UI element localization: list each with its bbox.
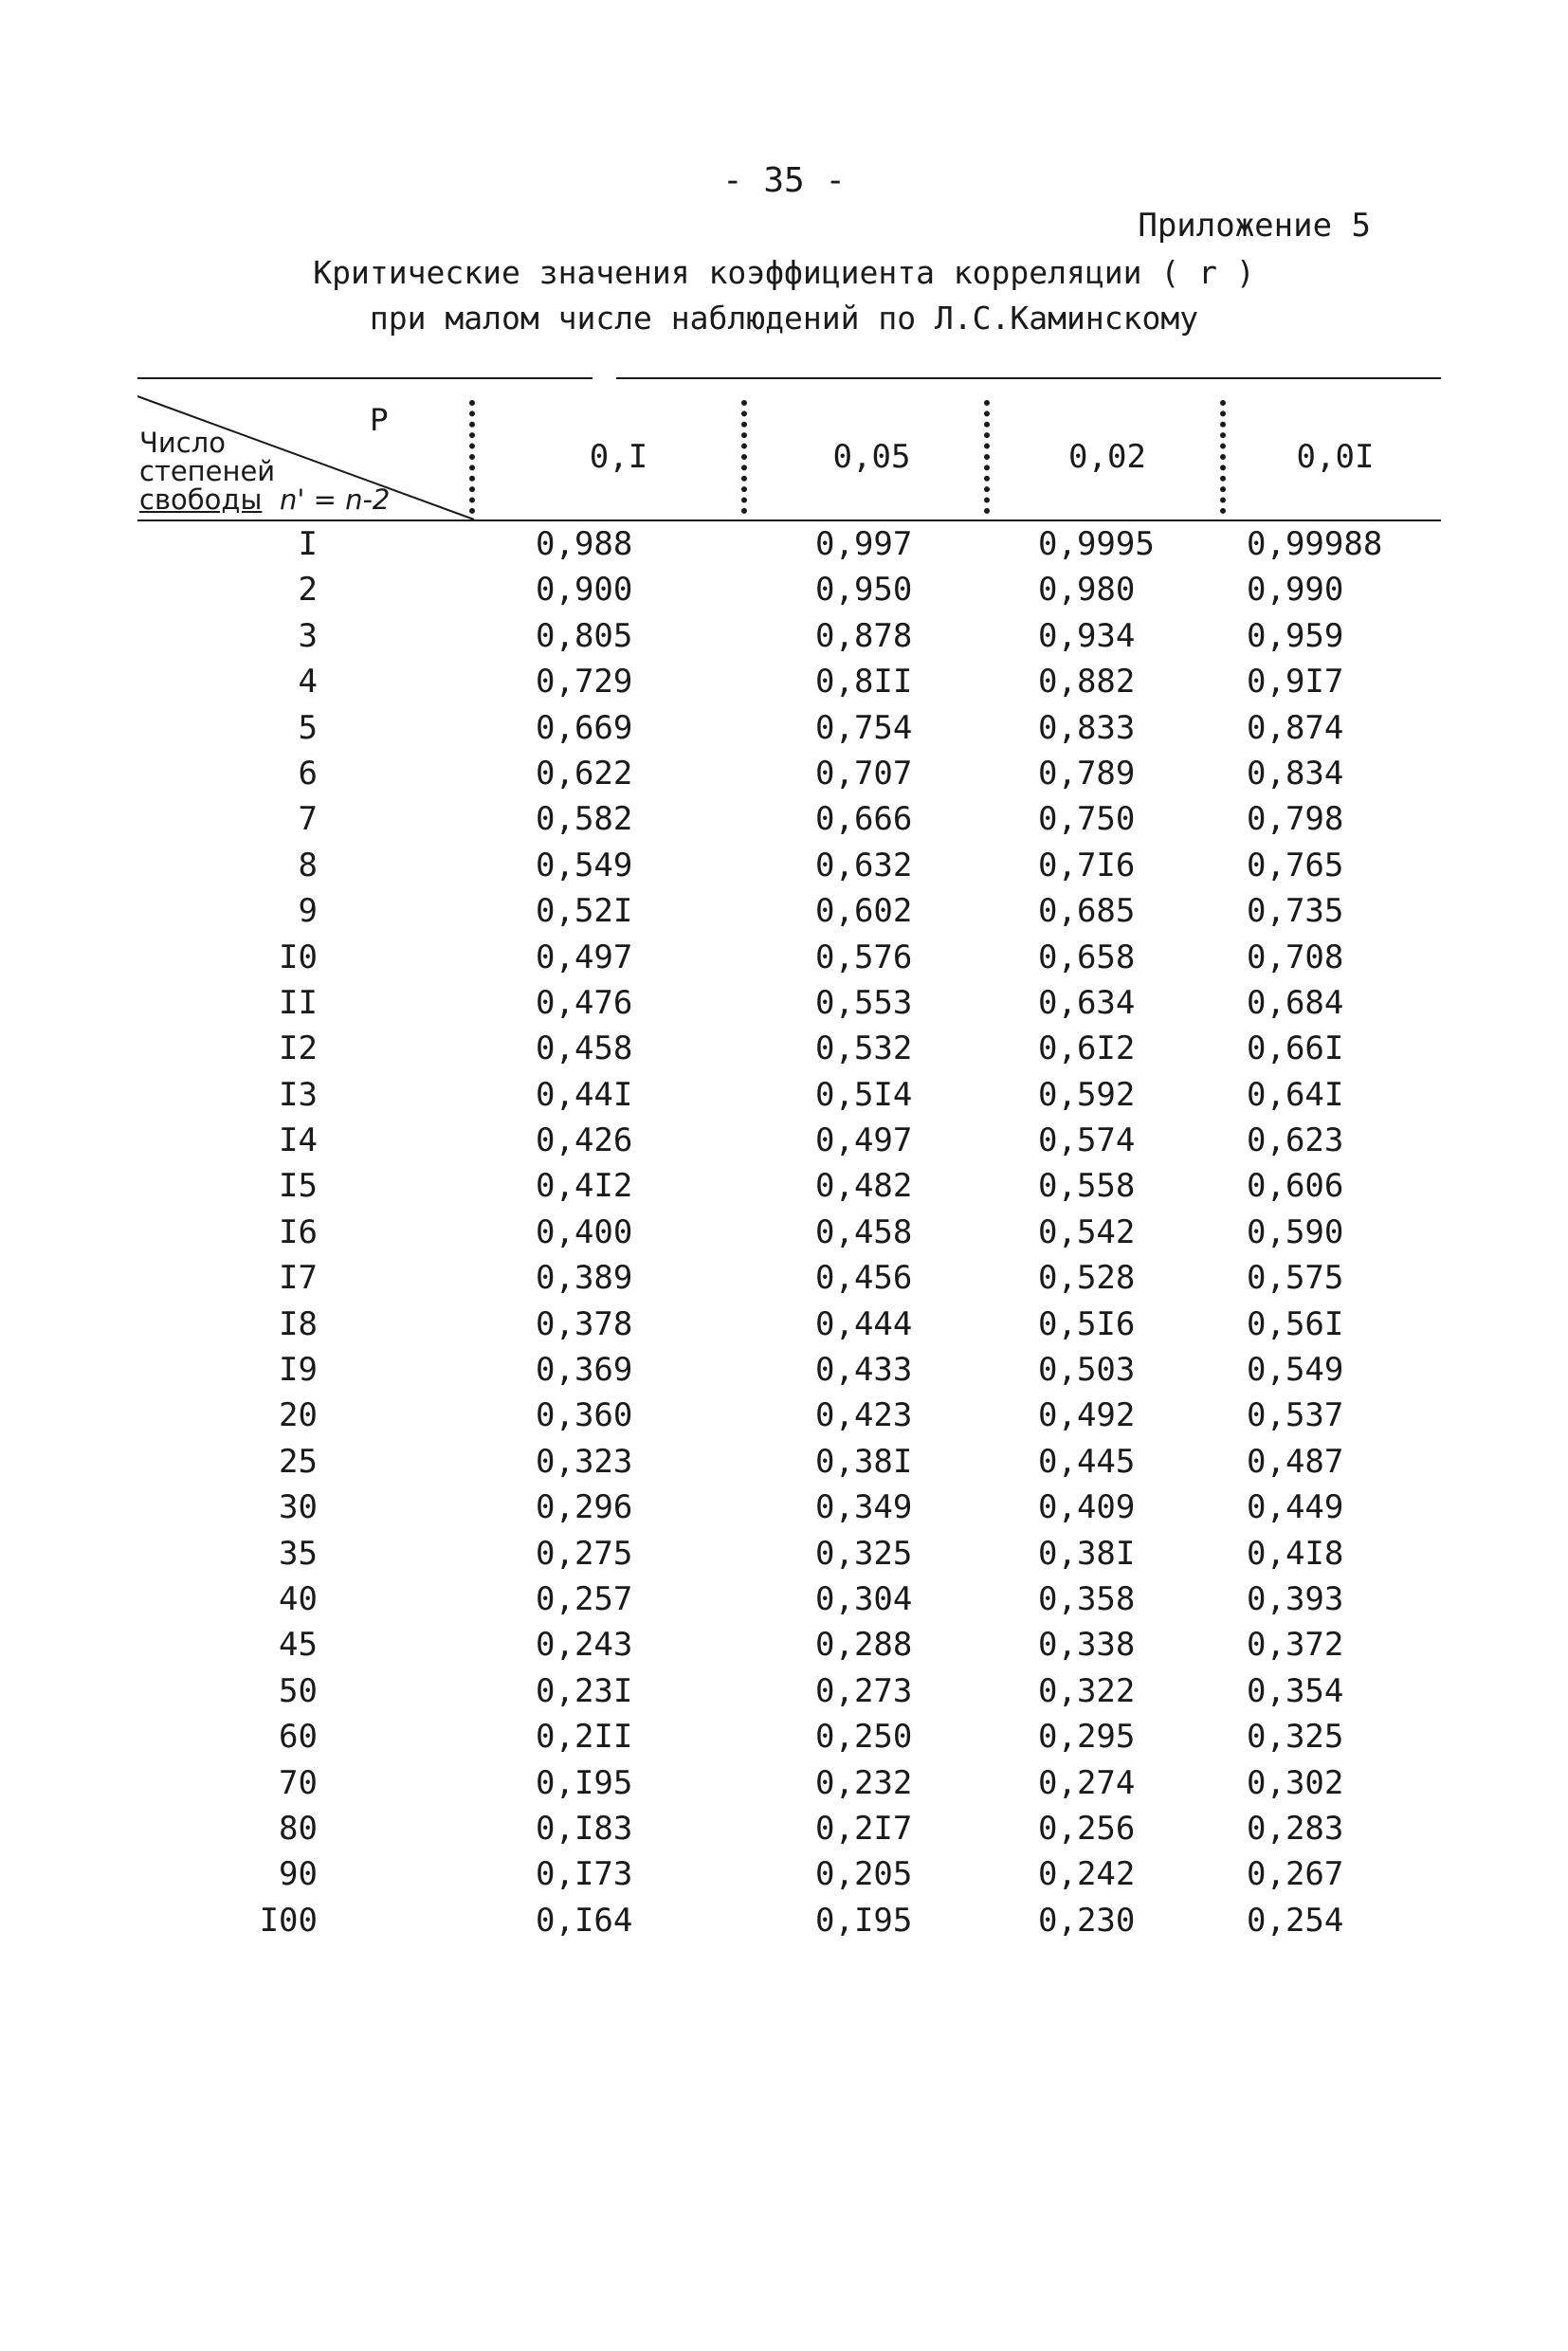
table-row <box>137 1760 1441 1806</box>
row-label-1: Число <box>139 427 226 459</box>
table-row <box>137 1393 1441 1438</box>
p-label: P <box>370 402 389 438</box>
degrees-cell: 80 <box>279 1809 318 1848</box>
value-cell: 0,64I <box>1247 1075 1344 1114</box>
table-row <box>137 1302 1441 1347</box>
value-cell: 0,295 <box>1038 1718 1136 1757</box>
value-cell: 0,66I <box>1247 1030 1344 1068</box>
value-cell: 0,503 <box>1038 1351 1136 1390</box>
value-cell: 0,449 <box>1247 1488 1344 1527</box>
value-cell: 0,444 <box>815 1304 913 1343</box>
value-cell: 0,358 <box>1038 1579 1136 1618</box>
value-cell: 0,445 <box>1038 1442 1136 1481</box>
value-cell: 0,322 <box>1038 1671 1136 1710</box>
degrees-cell: 25 <box>279 1442 318 1481</box>
value-cell: 0,528 <box>1038 1259 1136 1298</box>
value-cell: 0,I83 <box>536 1809 633 1848</box>
degrees-cell: 3 <box>298 616 318 655</box>
degrees-cell: 60 <box>279 1718 318 1757</box>
value-cell: 0,349 <box>815 1488 913 1527</box>
value-cell: 0,684 <box>1247 983 1344 1022</box>
value-cell: 0,549 <box>1247 1351 1344 1390</box>
degrees-cell: 4 <box>298 663 318 702</box>
value-cell: 0,389 <box>536 1259 633 1298</box>
degrees-cell: 70 <box>279 1763 318 1802</box>
degrees-cell: II <box>279 983 318 1022</box>
value-cell: 0,575 <box>1247 1259 1344 1298</box>
value-cell: 0,360 <box>536 1396 633 1435</box>
value-cell: 0,997 <box>815 525 913 563</box>
value-cell: 0,296 <box>536 1488 633 1527</box>
formula-label: n' = n-2 <box>280 483 391 516</box>
value-cell: 0,658 <box>1038 938 1136 976</box>
value-cell: 0,423 <box>815 1396 913 1435</box>
table-row <box>137 1347 1441 1393</box>
degrees-cell: 7 <box>298 800 318 839</box>
value-cell: 0,254 <box>1247 1901 1344 1940</box>
value-cell: 0,232 <box>815 1763 913 1802</box>
degrees-cell: 8 <box>298 846 318 884</box>
table-row <box>137 843 1441 888</box>
value-cell: 0,729 <box>536 663 633 702</box>
value-cell: 0,632 <box>815 846 913 884</box>
value-cell: 0,4I8 <box>1247 1534 1344 1573</box>
table-row <box>137 521 1441 567</box>
row-label-3: свободы <box>139 483 263 516</box>
degrees-cell: I4 <box>279 1121 318 1160</box>
value-cell: 0,542 <box>1038 1212 1136 1251</box>
column-header: 0,02 <box>1068 438 1146 476</box>
degrees-cell: 35 <box>279 1534 318 1573</box>
degrees-cell: 6 <box>298 754 318 793</box>
value-cell: 0,537 <box>1247 1396 1344 1435</box>
degrees-cell: I00 <box>259 1901 318 1940</box>
top-rule <box>137 377 593 379</box>
table-header <box>137 394 1441 519</box>
value-cell: 0,707 <box>815 754 913 793</box>
table-row <box>137 1210 1441 1255</box>
degrees-cell: I0 <box>279 938 318 976</box>
value-cell: 0,754 <box>815 708 913 747</box>
value-cell: 0,9I7 <box>1247 663 1344 702</box>
value-cell: 0,5I6 <box>1038 1304 1136 1343</box>
value-cell: 0,274 <box>1038 1763 1136 1802</box>
table-row <box>137 888 1441 934</box>
value-cell: 0,302 <box>1247 1763 1344 1802</box>
value-cell: 0,354 <box>1247 1671 1344 1710</box>
value-cell: 0,338 <box>1038 1626 1136 1665</box>
value-cell: 0,52I <box>536 892 633 931</box>
value-cell: 0,959 <box>1247 616 1344 655</box>
appendix-label: Приложение 5 <box>1138 207 1371 245</box>
value-cell: 0,409 <box>1038 1488 1136 1527</box>
value-cell: 0,I95 <box>815 1901 913 1940</box>
value-cell: 0,622 <box>536 754 633 793</box>
column-header: 0,0I <box>1296 438 1375 476</box>
value-cell: 0,273 <box>815 1671 913 1710</box>
value-cell: 0,243 <box>536 1626 633 1665</box>
table-row <box>137 1072 1441 1118</box>
degrees-cell: I <box>298 525 318 563</box>
value-cell: 0,900 <box>536 571 633 610</box>
value-cell: 0,400 <box>536 1212 633 1251</box>
value-cell: 0,323 <box>536 1442 633 1481</box>
value-cell: 0,4I2 <box>536 1167 633 1206</box>
column-header: 0,I <box>589 438 648 476</box>
top-rule <box>616 377 1441 379</box>
table-row <box>137 1026 1441 1071</box>
value-cell: 0,426 <box>536 1121 633 1160</box>
value-cell: 0,934 <box>1038 616 1136 655</box>
value-cell: 0,497 <box>815 1121 913 1160</box>
value-cell: 0,230 <box>1038 1901 1136 1940</box>
value-cell: 0,590 <box>1247 1212 1344 1251</box>
value-cell: 0,980 <box>1038 571 1136 610</box>
value-cell: 0,5I4 <box>815 1075 913 1114</box>
value-cell: 0,623 <box>1247 1121 1344 1160</box>
table-row <box>137 1851 1441 1897</box>
value-cell: 0,23I <box>536 1671 633 1710</box>
value-cell: 0,882 <box>1038 663 1136 702</box>
table-row <box>137 1255 1441 1301</box>
value-cell: 0,56I <box>1247 1304 1344 1343</box>
value-cell: 0,I73 <box>536 1855 633 1894</box>
value-cell: 0,735 <box>1247 892 1344 931</box>
table-body <box>137 521 1441 1943</box>
degrees-cell: 45 <box>279 1626 318 1665</box>
value-cell: 0,634 <box>1038 983 1136 1022</box>
table-row <box>137 935 1441 980</box>
value-cell: 0,283 <box>1247 1809 1344 1848</box>
value-cell: 0,805 <box>536 616 633 655</box>
degrees-cell: I7 <box>279 1259 318 1298</box>
value-cell: 0,99988 <box>1247 525 1383 563</box>
value-cell: 0,874 <box>1247 708 1344 747</box>
degrees-cell: 2 <box>298 571 318 610</box>
value-cell: 0,669 <box>536 708 633 747</box>
table-row <box>137 796 1441 842</box>
table-row <box>137 1485 1441 1530</box>
value-cell: 0,558 <box>1038 1167 1136 1206</box>
value-cell: 0,288 <box>815 1626 913 1665</box>
value-cell: 0,257 <box>536 1579 633 1618</box>
value-cell: 0,487 <box>1247 1442 1344 1481</box>
value-cell: 0,275 <box>536 1534 633 1573</box>
value-cell: 0,38I <box>815 1442 913 1481</box>
value-cell: 0,582 <box>536 800 633 839</box>
value-cell: 0,458 <box>536 1030 633 1068</box>
degrees-cell: 40 <box>279 1579 318 1618</box>
value-cell: 0,325 <box>815 1534 913 1573</box>
value-cell: 0,833 <box>1038 708 1136 747</box>
degrees-cell: 5 <box>298 708 318 747</box>
corner-cell <box>137 394 474 519</box>
value-cell: 0,789 <box>1038 754 1136 793</box>
table-title: Критические значения коэффициента корреляции ( r ) <box>313 254 1255 291</box>
value-cell: 0,834 <box>1247 754 1344 793</box>
value-cell: 0,798 <box>1247 800 1344 839</box>
table-row <box>137 1806 1441 1851</box>
value-cell: 0,205 <box>815 1855 913 1894</box>
value-cell: 0,433 <box>815 1351 913 1390</box>
value-cell: 0,378 <box>536 1304 633 1343</box>
value-cell: 0,750 <box>1038 800 1136 839</box>
degrees-cell: I8 <box>279 1304 318 1343</box>
table-row <box>137 1714 1441 1759</box>
value-cell: 0,9995 <box>1038 525 1155 563</box>
table-row <box>137 1531 1441 1576</box>
value-cell: 0,482 <box>815 1167 913 1206</box>
value-cell: 0,574 <box>1038 1121 1136 1160</box>
table-row <box>137 1163 1441 1209</box>
value-cell: 0,497 <box>536 938 633 976</box>
table-subtitle: при малом числе наблюдений по Л.С.Каминскому <box>369 300 1199 337</box>
page-number: - 35 - <box>721 161 847 200</box>
degrees-cell: I2 <box>279 1030 318 1068</box>
value-cell: 0,44I <box>536 1075 633 1114</box>
degrees-cell: 50 <box>279 1671 318 1710</box>
value-cell: 0,458 <box>815 1212 913 1251</box>
value-cell: 0,765 <box>1247 846 1344 884</box>
value-cell: 0,372 <box>1247 1626 1344 1665</box>
value-cell: 0,393 <box>1247 1579 1344 1618</box>
value-cell: 0,602 <box>815 892 913 931</box>
value-cell: 0,242 <box>1038 1855 1136 1894</box>
column-header: 0,05 <box>832 438 911 476</box>
table-row <box>137 1668 1441 1714</box>
table-row <box>137 1439 1441 1485</box>
table-row <box>137 705 1441 751</box>
degrees-cell: I5 <box>279 1167 318 1206</box>
value-cell: 0,I64 <box>536 1901 633 1940</box>
value-cell: 0,708 <box>1247 938 1344 976</box>
value-cell: 0,256 <box>1038 1809 1136 1848</box>
degrees-cell: I3 <box>279 1075 318 1114</box>
row-label-2: степеней <box>139 455 276 487</box>
value-cell: 0,606 <box>1247 1167 1344 1206</box>
degrees-cell: 20 <box>279 1396 318 1435</box>
degrees-cell: I6 <box>279 1212 318 1251</box>
value-cell: 0,7I6 <box>1038 846 1136 884</box>
value-cell: 0,685 <box>1038 892 1136 931</box>
value-cell: 0,304 <box>815 1579 913 1618</box>
value-cell: 0,2II <box>536 1718 633 1757</box>
table-row <box>137 1898 1441 1943</box>
table-row <box>137 659 1441 704</box>
table-row <box>137 1622 1441 1668</box>
value-cell: 0,492 <box>1038 1396 1136 1435</box>
value-cell: 0,549 <box>536 846 633 884</box>
value-cell: 0,950 <box>815 571 913 610</box>
value-cell: 0,369 <box>536 1351 633 1390</box>
value-cell: 0,I95 <box>536 1763 633 1802</box>
value-cell: 0,666 <box>815 800 913 839</box>
value-cell: 0,476 <box>536 983 633 1022</box>
table-row <box>137 980 1441 1026</box>
table-row <box>137 613 1441 659</box>
value-cell: 0,250 <box>815 1718 913 1757</box>
value-cell: 0,325 <box>1247 1718 1344 1757</box>
table-row <box>137 751 1441 796</box>
value-cell: 0,592 <box>1038 1075 1136 1114</box>
degrees-cell: I9 <box>279 1351 318 1390</box>
value-cell: 0,990 <box>1247 571 1344 610</box>
degrees-cell: 30 <box>279 1488 318 1527</box>
table-row <box>137 1576 1441 1622</box>
value-cell: 0,6I2 <box>1038 1030 1136 1068</box>
value-cell: 0,38I <box>1038 1534 1136 1573</box>
value-cell: 0,553 <box>815 983 913 1022</box>
value-cell: 0,456 <box>815 1259 913 1298</box>
degrees-cell: 9 <box>298 892 318 931</box>
table-row <box>137 1118 1441 1163</box>
value-cell: 0,8II <box>815 663 913 702</box>
value-cell: 0,878 <box>815 616 913 655</box>
value-cell: 0,532 <box>815 1030 913 1068</box>
value-cell: 0,267 <box>1247 1855 1344 1894</box>
table-row <box>137 567 1441 612</box>
value-cell: 0,2I7 <box>815 1809 913 1848</box>
value-cell: 0,576 <box>815 938 913 976</box>
degrees-cell: 90 <box>279 1855 318 1894</box>
value-cell: 0,988 <box>536 525 633 563</box>
